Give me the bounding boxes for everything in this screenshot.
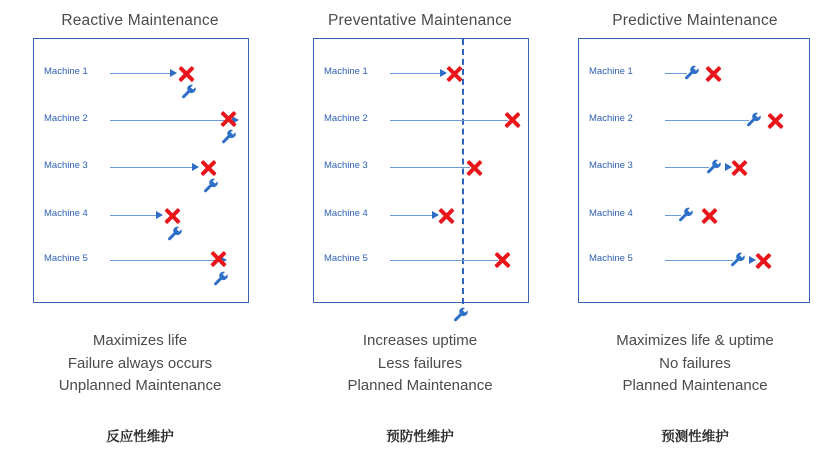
caption-chinese: 预测性维护 <box>661 429 729 444</box>
machine-row <box>314 57 528 97</box>
caption-line: Planned Maintenance <box>347 377 493 394</box>
caption-line: No failures <box>659 354 731 372</box>
caption-line: Planned Maintenance <box>622 377 768 394</box>
panel-title-preventative: Preventative Maintenance <box>327 12 513 29</box>
lifeline <box>390 167 470 168</box>
machine-label: Machine 2 <box>324 113 368 124</box>
machine-row <box>314 199 528 239</box>
machine-label: Machine 1 <box>324 66 368 77</box>
failure-x-icon <box>446 65 463 82</box>
machine-label: Machine 5 <box>589 253 633 264</box>
panel-captions-predictive <box>560 330 830 398</box>
caption-line: Less failures <box>377 354 463 372</box>
panel-captions-preventative <box>285 330 555 398</box>
failure-x-icon <box>504 111 521 128</box>
machine-label: Machine 4 <box>44 208 88 219</box>
caption-line: Failure always occurs <box>67 354 213 372</box>
wrench-icon <box>705 158 723 176</box>
lifeline <box>390 120 508 121</box>
lifeline <box>390 260 498 261</box>
wrench-icon <box>745 111 763 129</box>
failure-x-icon <box>767 112 784 129</box>
panel-title-predictive: Predictive Maintenance <box>612 12 778 29</box>
machine-row <box>34 244 248 284</box>
panel-preventative <box>285 0 555 457</box>
lifeline <box>110 120 232 121</box>
machine-label: Machine 2 <box>589 113 633 124</box>
machine-label: Machine 4 <box>324 208 368 219</box>
wrench-icon <box>220 128 238 146</box>
failure-x-icon <box>178 65 195 82</box>
arrow-icon <box>170 69 177 77</box>
caption-line: Unplanned Maintenance <box>58 377 222 394</box>
chart-box-reactive <box>33 38 249 303</box>
wrench-icon <box>683 64 701 82</box>
machine-label: Machine 5 <box>324 253 368 264</box>
failure-x-icon <box>494 251 511 268</box>
machine-label: Machine 3 <box>44 160 88 171</box>
failure-x-icon <box>705 65 722 82</box>
machine-row <box>579 151 809 191</box>
lifeline <box>665 120 749 121</box>
panel-predictive <box>560 0 830 457</box>
machine-row <box>314 244 528 284</box>
failure-x-icon <box>200 159 217 176</box>
wrench-icon <box>180 83 198 101</box>
lifeline <box>665 260 733 261</box>
failure-x-icon <box>220 110 237 127</box>
caption-line: Maximizes life & uptime <box>616 332 774 349</box>
machine-row <box>579 199 809 239</box>
failure-x-icon <box>731 159 748 176</box>
chart-box-predictive <box>578 38 810 303</box>
lifeline <box>110 73 170 74</box>
failure-x-icon <box>438 207 455 224</box>
lifeline <box>110 215 156 216</box>
machine-label: Machine 2 <box>44 113 88 124</box>
caption-line: Maximizes life <box>92 332 188 349</box>
failure-x-icon <box>210 250 227 267</box>
caption-chinese: 反应性维护 <box>106 429 174 444</box>
arrow-icon <box>156 211 163 219</box>
panel-captions-reactive <box>5 330 275 398</box>
wrench-icon <box>452 306 470 324</box>
machine-row <box>34 57 248 97</box>
machine-row <box>314 151 528 191</box>
machine-row <box>34 199 248 239</box>
wrench-icon <box>202 177 220 195</box>
wrench-icon <box>677 206 695 224</box>
caption-chinese: 预防性维护 <box>386 429 454 444</box>
machine-row <box>579 57 809 97</box>
failure-x-icon <box>755 252 772 269</box>
chart-box-preventative <box>313 38 529 303</box>
panel-title-reactive: Reactive Maintenance <box>61 12 219 29</box>
wrench-icon <box>212 270 230 288</box>
machine-row <box>34 151 248 191</box>
caption-line: Increases uptime <box>362 332 478 349</box>
arrow-icon <box>192 163 199 171</box>
machine-label: Machine 1 <box>589 66 633 77</box>
lifeline <box>110 167 192 168</box>
lifeline <box>390 215 432 216</box>
panel-reactive <box>5 0 275 457</box>
lifeline <box>390 73 440 74</box>
machine-row <box>34 104 248 144</box>
machine-label: Machine 1 <box>44 66 88 77</box>
machine-label: Machine 3 <box>589 160 633 171</box>
failure-x-icon <box>701 207 718 224</box>
machine-label: Machine 5 <box>44 253 88 264</box>
failure-x-icon <box>466 159 483 176</box>
lifeline <box>665 167 709 168</box>
machine-row <box>579 104 809 144</box>
machine-row <box>314 104 528 144</box>
wrench-icon <box>729 251 747 269</box>
failure-x-icon <box>164 207 181 224</box>
machine-label: Machine 4 <box>589 208 633 219</box>
lifeline <box>110 260 220 261</box>
machine-label: Machine 3 <box>324 160 368 171</box>
machine-row <box>579 244 809 284</box>
wrench-icon <box>166 225 184 243</box>
